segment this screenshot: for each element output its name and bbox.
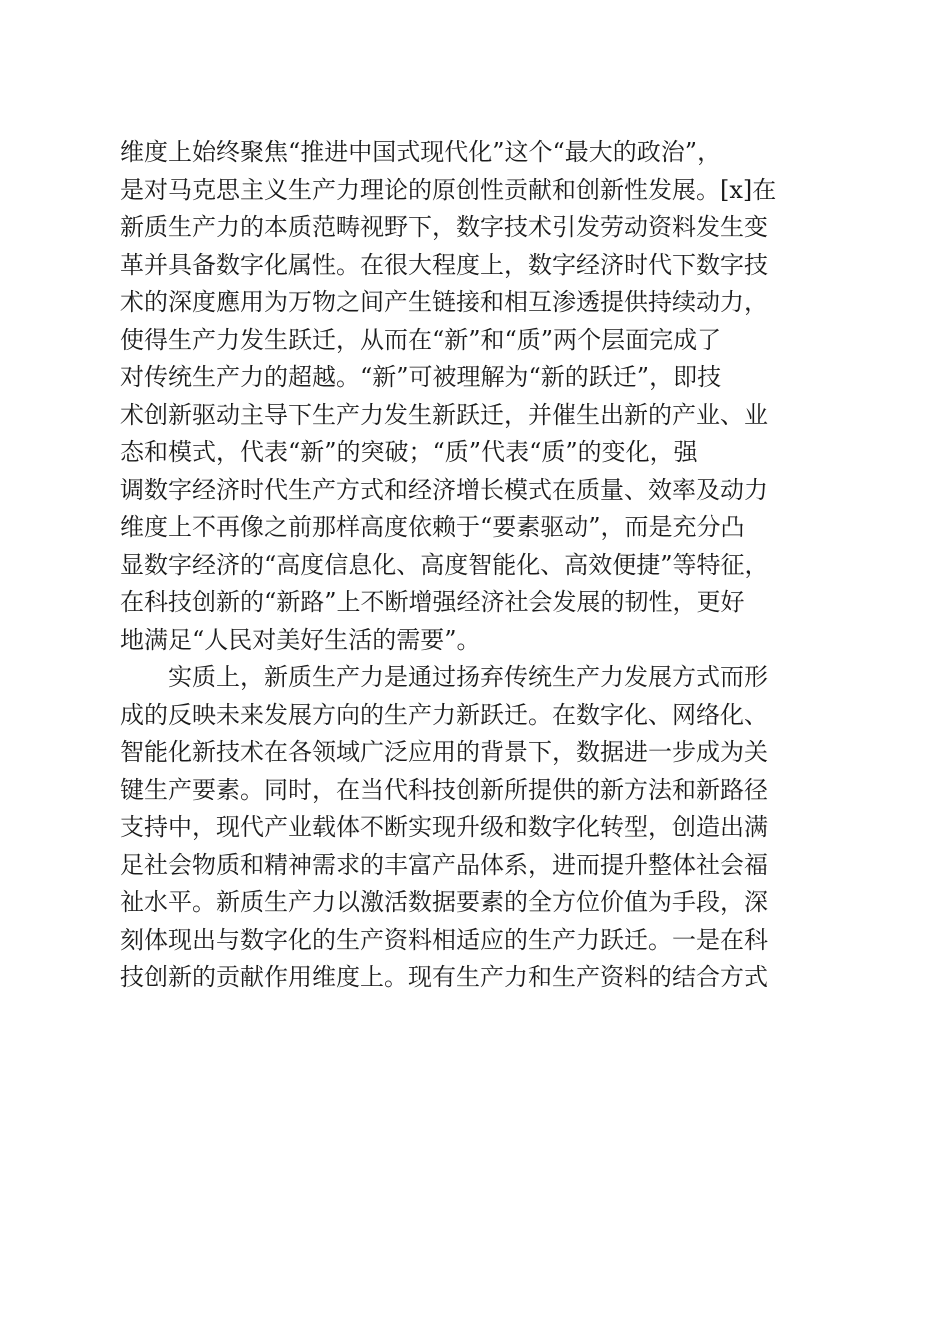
text-line: 祉水平。新质生产力以激活数据要素的全方位价值为手段，深 [120, 888, 768, 916]
text-line: 键生产要素。同时，在当代科技创新所提供的新方法和新路径 [120, 775, 768, 804]
text-line: 调数字经济时代生产方式和经济增长模式在质量、效率及动力 [120, 475, 768, 504]
text-line: 成的反映未来发展方向的生产力新跃迁。在数字化、网络化、 [120, 700, 768, 729]
text-line: 刻体现出与数字化的生产资料相适应的生产力跃迁。一是在科 [120, 925, 768, 954]
text-line: 革并具备数字化属性。在很大程度上，数字经济时代下数字技 [120, 250, 768, 279]
text-line: 是对马克思主义生产力理论的原创性贡献和创新性发展。[x]在 [120, 175, 777, 204]
text-line: 地满足“人民对美好生活的需要”。 [120, 625, 481, 654]
text-line: 术的深度應用为万物之间产生链接和相互渗透提供持续动力， [120, 288, 768, 316]
text-line: 对传统生产力的超越。“新”可被理解为“新的跃迁”，即技 [120, 363, 722, 391]
text-line: 维度上始终聚焦“推进中国式现代化”这个“最大的政治”， [120, 138, 722, 166]
text-line: 显数字经济的“高度信息化、高度智能化、高效便捷”等特征， [120, 550, 769, 579]
text-line: 使得生产力发生跃迁，从而在“新”和“质”两个层面完成了 [120, 325, 722, 354]
text-line-first: 实质上，新质生产力是通过扬弃传统生产力发展方式而形 [168, 663, 768, 691]
body-text [120, 134, 832, 997]
text-line: 智能化新技术在各领域广泛应用的背景下，数据进一步成为关 [120, 738, 768, 766]
text-line: 在科技创新的“新路”上不断增强经济社会发展的韧性，更好 [120, 588, 745, 616]
text-line: 足社会物质和精神需求的丰富产品体系，进而提升整体社会福 [120, 850, 768, 879]
text-line: 新质生产力的本质范畴视野下，数字技术引发劳动资料发生变 [120, 213, 768, 241]
text-line: 支持中，现代产业载体不断实现升级和数字化转型，创造出满 [120, 813, 768, 841]
paragraph-1 [120, 134, 832, 659]
text-line: 态和模式，代表“新”的突破；“质”代表“质”的变化，强 [120, 438, 698, 466]
text-line: 术创新驱动主导下生产力发生新跃迁，并催生出新的产业、业 [120, 400, 768, 429]
text-line: 技创新的贡献作用维度上。现有生产力和生产资料的结合方式 [120, 963, 768, 991]
paragraph-2 [120, 659, 832, 997]
text-line: 维度上不再像之前那样高度依赖于“要素驱动”，而是充分凸 [120, 513, 745, 541]
